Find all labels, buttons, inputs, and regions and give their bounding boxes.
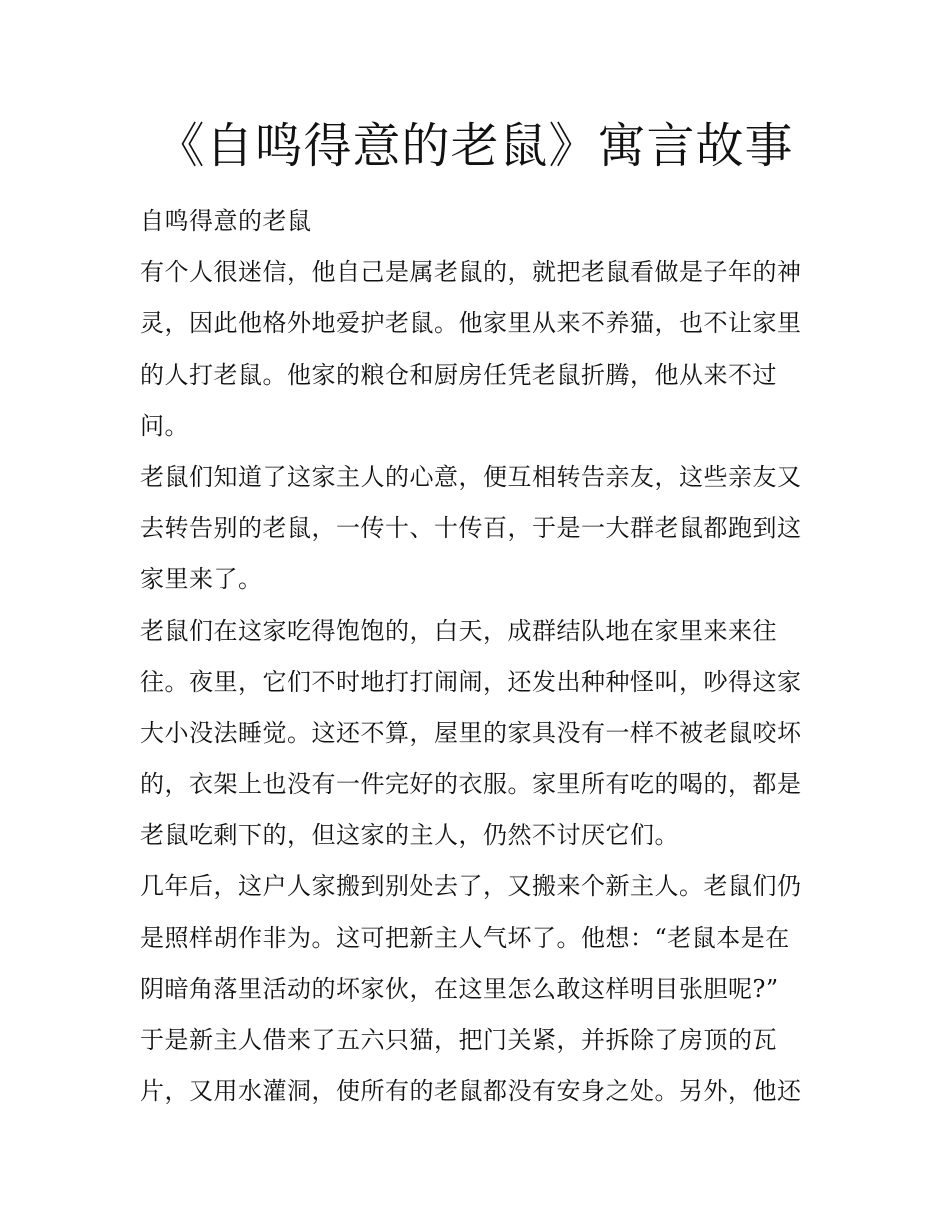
text-line: 的人打老鼠。他家的粮仓和厨房任凭老鼠折腾，他从来不过 xyxy=(140,360,777,389)
text-line: 几年后，这户人家搬到别处去了，又搬来个新主人。老鼠们仍 xyxy=(140,872,802,901)
text-line: 有个人很迷信，他自己是属老鼠的，就把老鼠看做是子年的神 xyxy=(140,258,802,287)
text-line: 阴暗角落里活动的坏家伙，在这里怎么敢这样明目张胆呢?” xyxy=(140,974,779,1003)
text-line: 大小没法睡觉。这还不算，屋里的家具没有一样不被老鼠咬坏 xyxy=(140,718,802,747)
document-body xyxy=(140,196,820,1117)
subtitle-line: 自鸣得意的老鼠 xyxy=(140,207,312,235)
text-line: 的，衣架上也没有一件完好的衣服。家里所有吃的喝的，都是 xyxy=(140,770,802,799)
text-line: 家里来了。 xyxy=(140,565,263,594)
text-line: 去转告别的老鼠，一传十、十传百，于是一大群老鼠都跑到这 xyxy=(140,514,802,543)
text-line: 片，又用水灌洞，使所有的老鼠都没有安身之处。另外，他还 xyxy=(140,1077,802,1106)
text-line: 老鼠吃剩下的，但这家的主人，仍然不讨厌它们。 xyxy=(140,821,679,850)
text-line: 老鼠们在这家吃得饱饱的，白天，成群结队地在家里来来往 xyxy=(140,616,777,645)
text-line: 问。 xyxy=(140,411,189,440)
text-line: 于是新主人借来了五六只猫，把门关紧，并拆除了房顶的瓦 xyxy=(140,1026,777,1054)
text-line: 是照样胡作非为。这可把新主人气坏了。他想：“老鼠本是在 xyxy=(140,923,790,952)
text-line: 老鼠们知道了这家主人的心意，便互相转告亲友，这些亲友又 xyxy=(140,462,802,491)
text-line: 灵，因此他格外地爱护老鼠。他家里从来不养猫，也不让家里 xyxy=(140,309,802,338)
text-line: 往。夜里，它们不时地打打闹闹，还发出种种怪叫，吵得这家 xyxy=(140,667,802,696)
document-title: 《自鸣得意的老鼠》寓言故事 xyxy=(156,118,794,174)
